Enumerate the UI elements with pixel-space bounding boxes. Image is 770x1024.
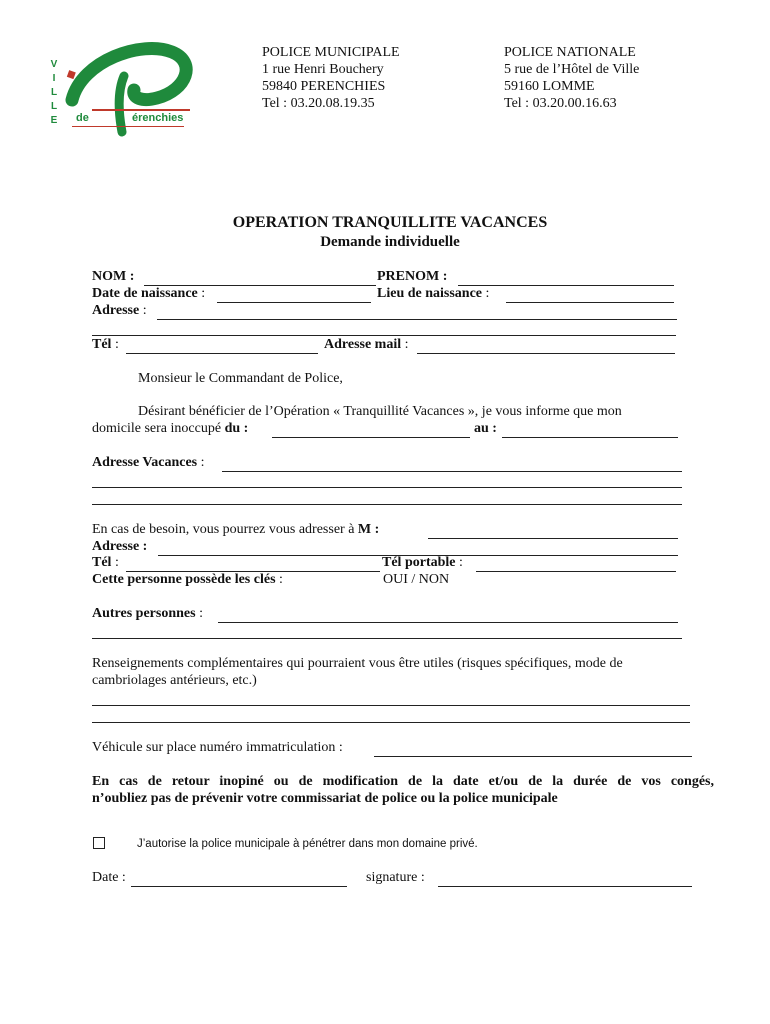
header-police-municipale (262, 44, 400, 112)
form-title: OPERATION TRANQUILLITE VACANCES (232, 214, 548, 231)
adresse-vacances-label: Adresse Vacances : (92, 455, 205, 470)
date-field[interactable] (131, 869, 347, 887)
contact-oui-non[interactable]: OUI / NON (383, 572, 450, 587)
logo-vertical-letters: V I L L E (50, 59, 58, 126)
lieu-naissance-label: Lieu de naissance : (377, 286, 490, 301)
adresse-vacances-line3[interactable] (92, 487, 682, 505)
mail-label: Adresse mail : (324, 337, 409, 352)
body-line-1: Désirant bénéficier de l’Opération « Tranquillité Vacances », je vous informe que mon (138, 404, 622, 419)
autres-personnes-line2[interactable] (92, 621, 682, 639)
tel-field[interactable] (126, 336, 318, 354)
contact-m-field[interactable] (428, 521, 678, 539)
lieu-naissance-field[interactable] (506, 285, 674, 303)
salutation: Monsieur le Commandant de Police, (138, 371, 343, 386)
municipale-title: POLICE MUNICIPALE (262, 45, 400, 60)
town-logo (40, 40, 200, 140)
nom-field[interactable] (144, 268, 376, 286)
signature-field[interactable] (438, 869, 692, 887)
logo-word-de: de (76, 112, 89, 124)
form-subtitle: Demande individuelle (320, 234, 460, 250)
nationale-city: 59160 LOMME (504, 79, 595, 94)
contact-adresse-label: Adresse : (92, 539, 148, 554)
renseignements-field-2[interactable] (92, 705, 690, 723)
contact-tel-portable-label: Tél portable : (382, 555, 463, 570)
contact-intro: En cas de besoin, vous pourrez vous adresser à M : (92, 522, 380, 537)
logo-underline (72, 126, 184, 127)
adresse-field-line2[interactable] (92, 318, 676, 336)
municipale-phone: Tel : 03.20.08.19.35 (262, 96, 375, 111)
tel-label: Tél : (92, 337, 119, 352)
contact-tel-field[interactable] (126, 554, 380, 572)
warning-line-1: En cas de retour inopiné ou de modification de la date et/ou de la durée de vos congés, (92, 774, 714, 789)
adresse-vacances-line2[interactable] (92, 470, 682, 488)
nationale-street: 5 rue de l’Hôtel de Ville (504, 62, 640, 77)
prenom-field[interactable] (458, 268, 674, 286)
logo-p-mark (62, 40, 202, 140)
date-naissance-label: Date de naissance : (92, 286, 206, 301)
vehicule-label: Véhicule sur place numéro immatriculation : (92, 740, 343, 755)
autorisation-checkbox[interactable] (93, 837, 105, 849)
date-label: Date : (92, 870, 126, 885)
header-police-nationale (504, 44, 639, 112)
au-label: au : (474, 421, 497, 436)
nationale-phone: Tel : 03.20.00.16.63 (504, 96, 617, 111)
body-line-2: domicile sera inoccupé du : (92, 421, 249, 436)
mail-field[interactable] (417, 336, 675, 354)
date-naissance-field[interactable] (217, 285, 371, 303)
autorisation-label: J’autorise la police municipale à pénétrer dans mon domaine privé. (137, 838, 478, 850)
contact-cles-label: Cette personne possède les clés : (92, 572, 283, 587)
logo-word-town: érenchies (132, 112, 184, 124)
nationale-title: POLICE NATIONALE (504, 45, 636, 60)
renseignements-line-2: cambriolages antérieurs, etc.) (92, 673, 257, 688)
contact-tel-label: Tél : (92, 555, 119, 570)
signature-label: signature : (366, 870, 425, 885)
warning-line-2: n’oubliez pas de prévenir votre commissariat de police ou la police municipale (92, 791, 558, 806)
autres-personnes-label: Autres personnes : (92, 606, 203, 621)
au-field[interactable] (502, 420, 678, 438)
renseignements-line-1: Renseignements complémentaires qui pourraient vous être utiles (risques spécifiques, mode de (92, 656, 623, 671)
vehicule-field[interactable] (374, 739, 692, 757)
adresse-label: Adresse : (92, 303, 147, 318)
contact-tel-portable-field[interactable] (476, 554, 676, 572)
municipale-city: 59840 PERENCHIES (262, 79, 386, 94)
renseignements-field-1[interactable] (92, 688, 690, 706)
du-field[interactable] (272, 420, 470, 438)
municipale-street: 1 rue Henri Bouchery (262, 62, 384, 77)
prenom-label: PRENOM : (377, 269, 448, 284)
nom-label: NOM : (92, 269, 135, 284)
